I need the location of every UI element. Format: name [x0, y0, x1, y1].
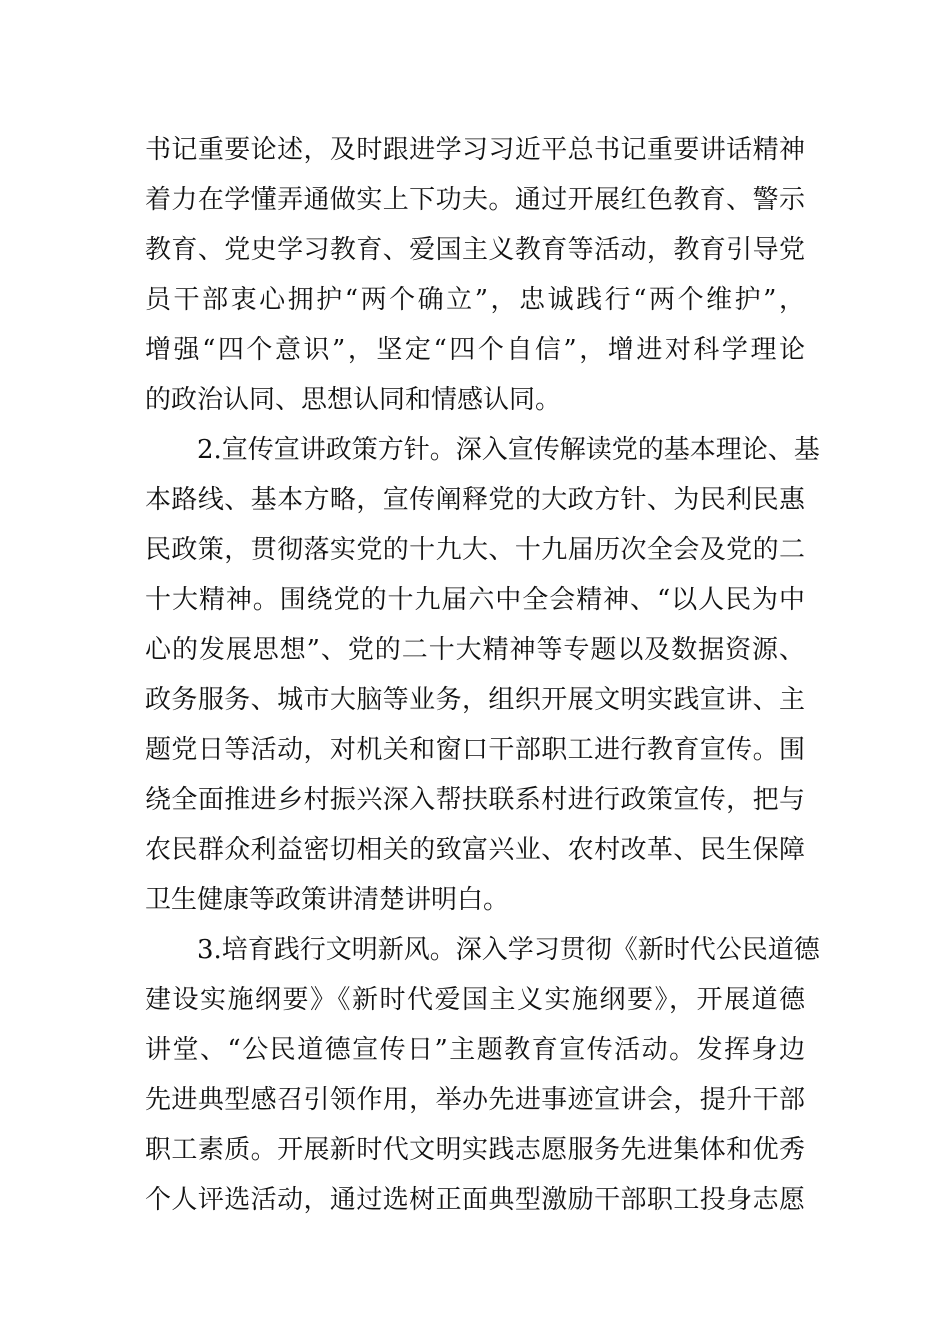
text-line: 职工素质。开展新时代文明实践志愿服务先进集体和优秀 — [145, 1135, 805, 1165]
text-line: 个人评选活动，通过选树正面典型激励干部职工投身志愿 — [145, 1185, 805, 1215]
text-line: 民政策，贯彻落实党的十九大、十九届历次全会及党的二 — [145, 535, 805, 565]
text-line: 本路线、基本方略，宣传阐释党的大政方针、为民利民惠 — [145, 485, 805, 515]
text-line: 农民群众利益密切相关的致富兴业、农村改革、民生保障 — [145, 835, 805, 865]
text-line: 绕全面推进乡村振兴深入帮扶联系村进行政策宣传，把与 — [145, 785, 805, 815]
text-line: 心的发展思想”、党的二十大精神等专题以及数据资源、 — [145, 635, 805, 665]
text-line: 政务服务、城市大脑等业务，组织开展文明实践宣讲、主 — [145, 685, 805, 715]
text-line: 着力在学懂弄通做实上下功夫。通过开展红色教育、警示 — [145, 185, 805, 215]
paragraph-heading-line: 3.培育践行文明新风。深入学习贯彻《新时代公民道德 — [197, 935, 820, 965]
text-line: 的政治认同、思想认同和情感认同。 — [145, 385, 562, 415]
text-line: 卫生健康等政策讲清楚讲明白。 — [145, 885, 510, 915]
text-line: 题党日等活动，对机关和窗口干部职工进行教育宣传。围 — [145, 735, 805, 765]
text-line: 书记重要论述，及时跟进学习习近平总书记重要讲话精神 — [145, 135, 805, 165]
text-line: 先进典型感召引领作用，举办先进事迹宣讲会，提升干部 — [145, 1085, 805, 1115]
paragraph-heading-line: 2.宣传宣讲政策方针。深入宣传解读党的基本理论、基 — [197, 435, 820, 465]
text-line: 员干部衷心拥护“两个确立”，忠诚践行“两个维护”， — [145, 285, 805, 315]
text-line: 十大精神。围绕党的十九届六中全会精神、“以人民为中 — [145, 585, 805, 615]
text-line: 增强“四个意识”，坚定“四个自信”，增进对科学理论 — [145, 335, 805, 365]
text-line: 讲堂、“公民道德宣传日”主题教育宣传活动。发挥身边 — [145, 1035, 805, 1065]
text-line: 建设实施纲要》《新时代爱国主义实施纲要》，开展道德 — [145, 985, 805, 1015]
text-line: 教育、党史学习教育、爱国主义教育等活动，教育引导党 — [145, 235, 805, 265]
